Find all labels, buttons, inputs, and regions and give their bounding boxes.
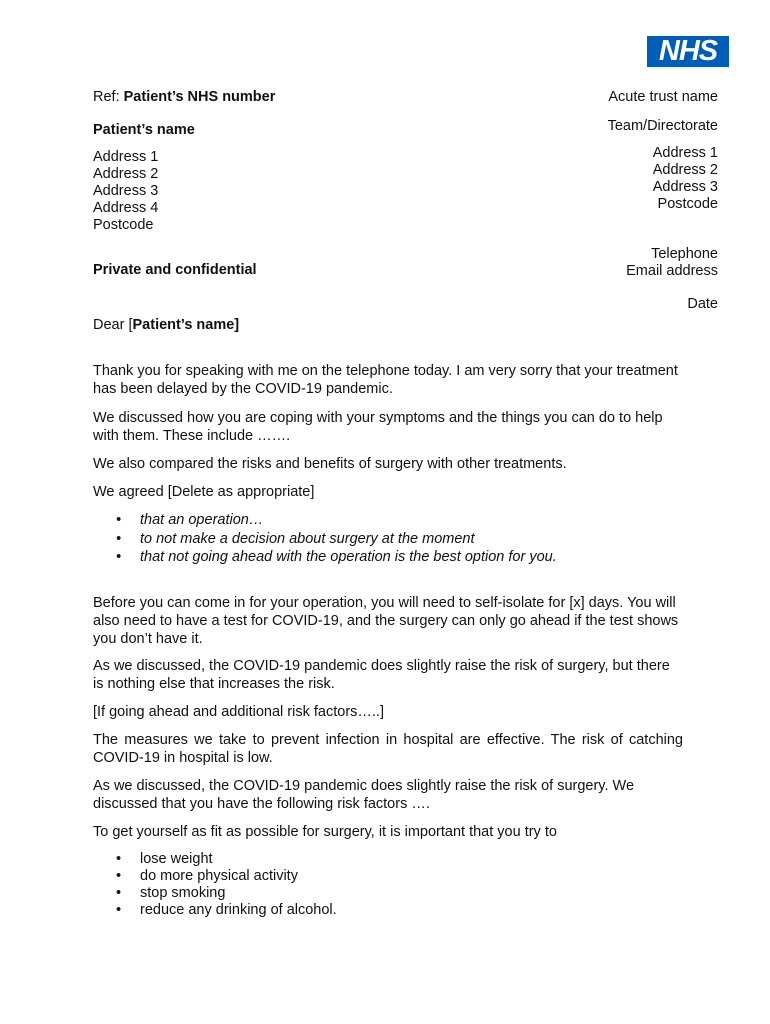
- sender-address-line: Address 1: [652, 145, 718, 161]
- recipient-address-line: Address 2: [93, 166, 159, 182]
- sender-address-line: Address 2: [652, 162, 718, 178]
- list-item: • reduce any drinking of alcohol.: [116, 902, 337, 918]
- paragraph-additional-risk: [If going ahead and additional risk factors…..]: [93, 704, 384, 720]
- bullet-icon: •: [116, 885, 122, 901]
- paragraph-risk-no-factors: As we discussed, the COVID-19 pandemic does slightly raise the risk of surgery, but there is nothing else that increases the risk.: [93, 658, 670, 692]
- paragraph-self-isolate: Before you can come in for your operation, you will need to self-isolate for [x] days. You will also need to have a test for COVID-19, and the surgery can only go ahead if the test shows you don’t have it.: [93, 595, 679, 647]
- paragraph-risks-benefits: We also compared the risks and benefits of surgery with other treatments.: [93, 456, 567, 472]
- recipient-name: Patient’s name: [93, 122, 195, 138]
- reference-value: Patient’s NHS number: [123, 89, 276, 105]
- list-item: • to not make a decision about surgery at the moment: [116, 530, 475, 547]
- team-directorate: Team/Directorate: [607, 118, 718, 134]
- list-item: • that not going ahead with the operation is the best option for you.: [116, 549, 557, 565]
- salutation-prefix: Dear [: [93, 317, 133, 333]
- private-confidential: Private and confidential: [93, 262, 257, 278]
- paragraph-risk-factors: As we discussed, the COVID-19 pandemic does slightly raise the risk of surgery. We discussed that you have the following risk factors ….: [93, 778, 635, 812]
- trust-name: Acute trust name: [608, 89, 718, 105]
- sender-address-line: Address 3: [652, 179, 718, 195]
- recipient-address: [93, 149, 158, 234]
- recipient-address-line: Address 3: [93, 183, 159, 199]
- sender-address: [653, 145, 718, 213]
- bullet-icon: •: [116, 902, 122, 918]
- list-item: • do more physical activity: [116, 868, 298, 884]
- sender-email: Email address: [626, 263, 718, 279]
- reference-line: [93, 89, 275, 105]
- bullet-icon: •: [116, 851, 122, 867]
- recipient-address-line: Address 4: [93, 200, 159, 216]
- salutation: [93, 317, 239, 333]
- recipient-address-line: Address 1: [93, 149, 159, 165]
- paragraph-symptoms: We discussed how you are coping with your symptoms and the things you can do to help with them. These include …….: [93, 410, 663, 444]
- paragraph-thank-you: Thank you for speaking with me on the telephone today. I am very sorry that your treatment has been delayed by the COVID-19 pandemic.: [93, 363, 678, 397]
- nhs-logo: NHS: [647, 36, 729, 67]
- reference-label: Ref:: [93, 89, 124, 105]
- sender-postcode: Postcode: [657, 196, 718, 212]
- fitness-list: [93, 851, 337, 919]
- paragraph-get-fit: To get yourself as fit as possible for surgery, it is important that you try to: [93, 824, 557, 840]
- sender-telephone: Telephone: [651, 246, 718, 262]
- bullet-icon: •: [116, 549, 122, 565]
- salutation-name: Patient’s name]: [132, 317, 240, 333]
- bullet-icon: •: [116, 512, 122, 528]
- list-item: • that an operation…: [116, 512, 264, 528]
- paragraph-agreed: We agreed [Delete as appropriate]: [93, 484, 315, 500]
- list-item: • stop smoking: [116, 885, 226, 901]
- bullet-icon: •: [116, 530, 122, 547]
- letter-date: Date: [687, 296, 718, 312]
- list-item: • lose weight: [116, 851, 213, 867]
- bullet-icon: •: [116, 868, 122, 884]
- recipient-postcode: Postcode: [93, 217, 154, 233]
- agreed-options-list: [93, 511, 557, 567]
- sender-contact: [626, 246, 718, 280]
- paragraph-infection-measures: The measures we take to prevent infection in hospital are effective. The risk of catching COVID-19 in hospital is low.: [93, 732, 683, 766]
